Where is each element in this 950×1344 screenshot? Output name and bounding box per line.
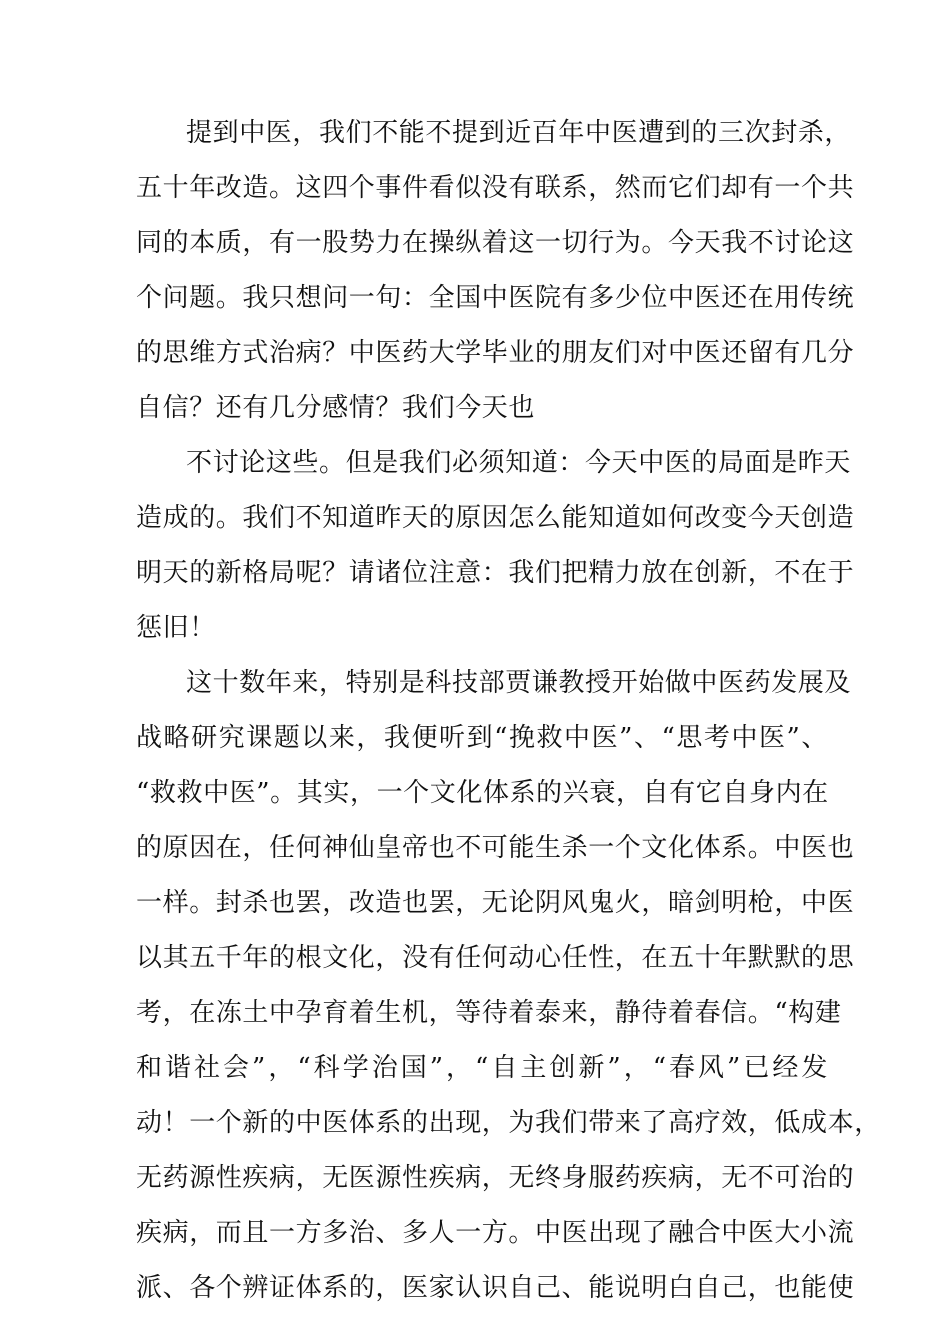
text-line: 疾病，而且一方多治、多人一方。中医出现了融合中医大小流 (136, 1218, 855, 1248)
text-line: “救救中医”。其实，一个文化体系的兴衰，自有它自身内在 (136, 778, 829, 808)
text-line: 提到中医，我们不能不提到近百年中医遭到的三次封杀， (186, 118, 852, 148)
text-line: 动！一个新的中医体系的出现，为我们带来了高疗效，低成本， (136, 1108, 881, 1138)
text-line: 同的本质，有一股势力在操纵着这一切行为。今天我不讨论这 (136, 228, 855, 258)
text-line: 个问题。我只想问一句：全国中医院有多少位中医还在用传统 (136, 283, 855, 313)
text-line: 惩旧！ (136, 613, 216, 643)
text-line: 无药源性疾病，无医源性疾病，无终身服药疾病，无不可治的 (136, 1163, 855, 1193)
text-line: 五十年改造。这四个事件看似没有联系，然而它们却有一个共 (136, 173, 855, 203)
text-line: 明天的新格局呢？请诸位注意：我们把精力放在创新，不在于 (136, 558, 855, 588)
text-line: 自信？还有几分感情？我们今天也 (136, 393, 536, 423)
body-text (136, 106, 881, 1316)
text-line: 派、各个辨证体系的，医家认识自己、能说明白自己，也能使 (136, 1273, 855, 1303)
text-line: 一样。封杀也罢，改造也罢，无论阴风鬼火，暗剑明枪，中医 (136, 888, 855, 918)
text-line: 考，在冻土中孕育着生机，等待着泰来，静待着春信。“构建 (136, 998, 842, 1028)
text-line: 的原因在，任何神仙皇帝也不可能生杀一个文化体系。中医也 (136, 833, 855, 863)
text-line: 这十数年来，特别是科技部贾谦教授开始做中医药发展及 (186, 668, 852, 698)
text-line: 的思维方式治病？中医药大学毕业的朋友们对中医还留有几分 (136, 338, 855, 368)
text-line: 不讨论这些。但是我们必须知道：今天中医的局面是昨天 (186, 448, 852, 478)
text-line: 和谐社会”，“科学治国”，“自主创新”，“春风”已经发 (136, 1053, 828, 1083)
text-line: 造成的。我们不知道昨天的原因怎么能知道如何改变今天创造 (136, 503, 855, 533)
text-line: 以其五千年的根文化，没有任何动心任性，在五十年默默的思 (136, 943, 855, 973)
text-line: 战略研究课题以来，我便听到“挽救中医”、“思考中医”、 (136, 723, 828, 753)
